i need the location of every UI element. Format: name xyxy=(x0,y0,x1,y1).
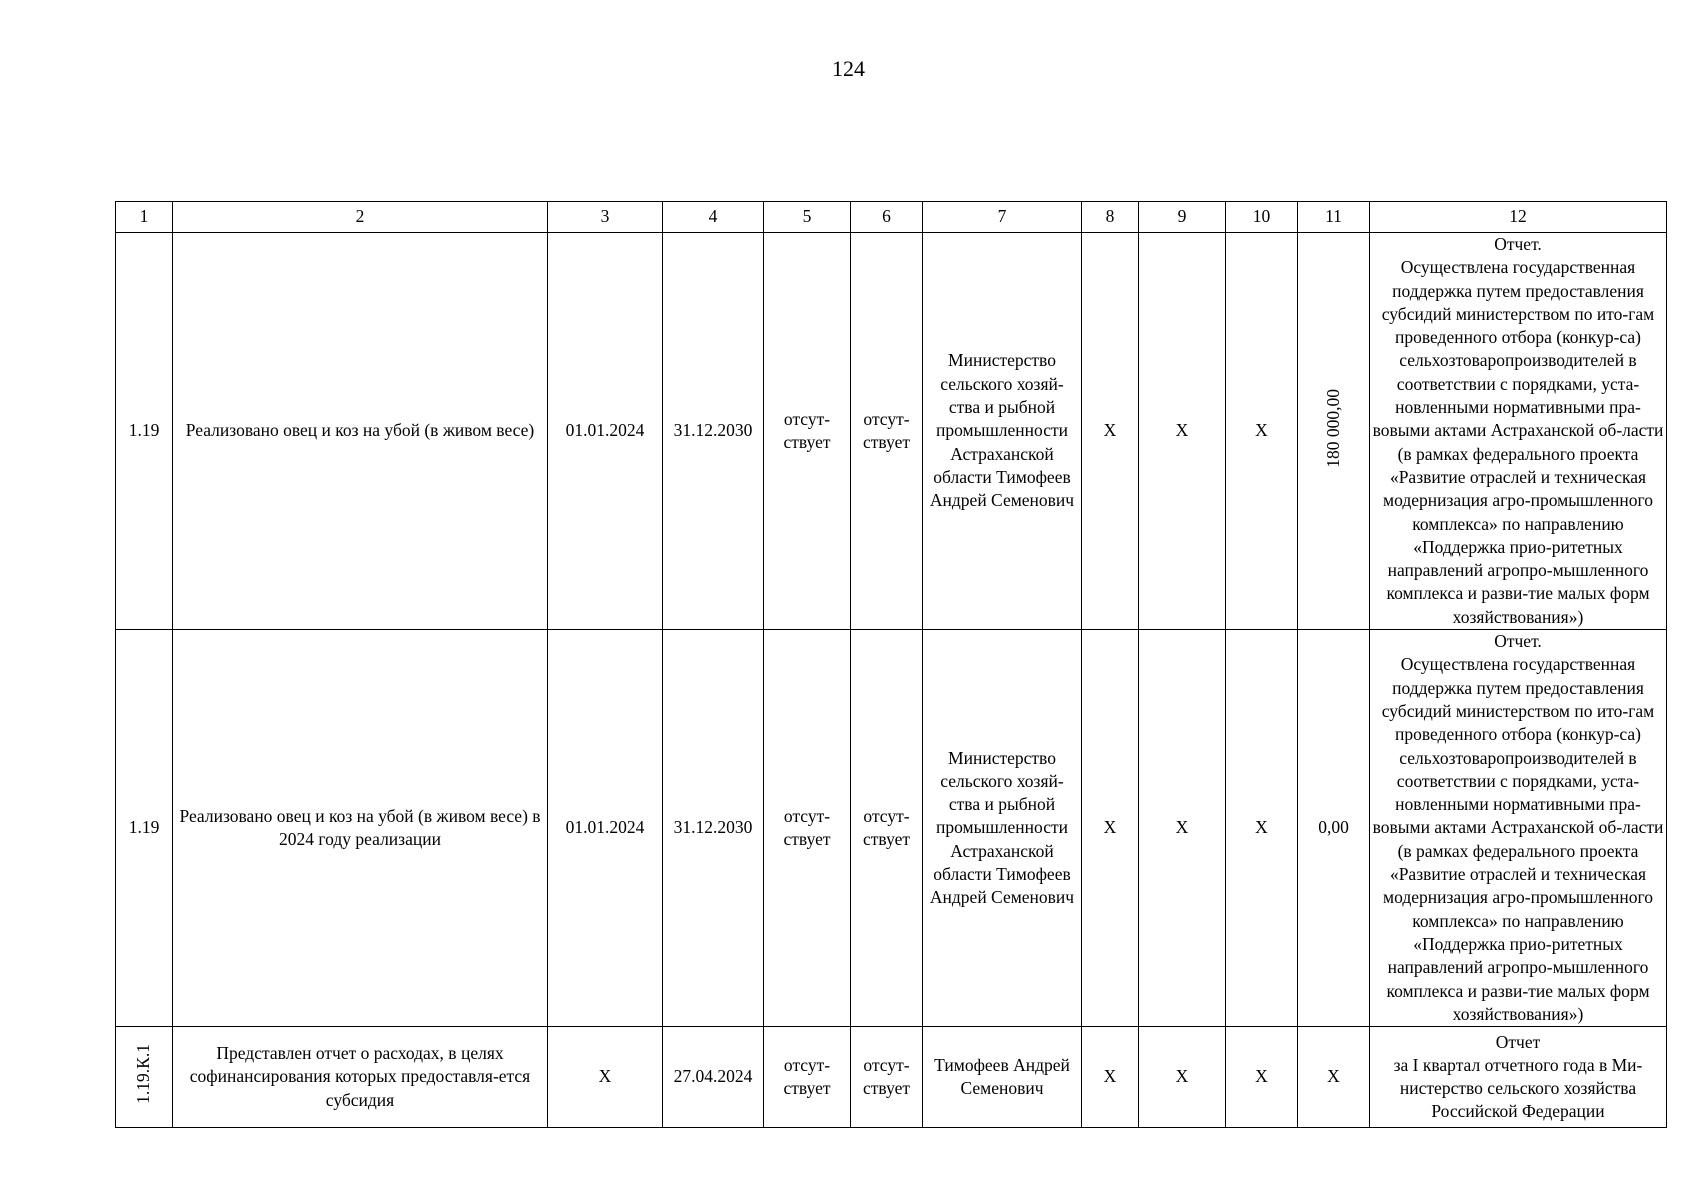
details-title: Отчет. xyxy=(1494,631,1542,652)
column-header: 8 xyxy=(1082,202,1139,233)
cell-col5: отсут-ствует xyxy=(764,630,851,1027)
cell-col9: X xyxy=(1139,1027,1226,1128)
amount-cell: X xyxy=(1298,1027,1370,1128)
column-header: 7 xyxy=(923,202,1082,233)
cell-col9: X xyxy=(1139,233,1226,630)
report-table xyxy=(115,201,1667,1128)
cell-col6: отсут-ствует xyxy=(851,1027,923,1128)
table-row xyxy=(116,233,1667,630)
end-date: 27.04.2024 xyxy=(663,1027,764,1128)
details-cell xyxy=(1370,1027,1667,1128)
column-header: 9 xyxy=(1139,202,1226,233)
row-number: 1.19 xyxy=(116,630,173,1027)
responsible-person: Министерство сельского хозяй-ства и рыбной промышленности Астраханской области Тимофеев Андрей Семенович xyxy=(923,233,1082,630)
table-row xyxy=(116,630,1667,1027)
cell-col10: X xyxy=(1226,233,1298,630)
column-header: 5 xyxy=(764,202,851,233)
column-header: 12 xyxy=(1370,202,1667,233)
cell-col9: X xyxy=(1139,630,1226,1027)
cell-col10: X xyxy=(1226,1027,1298,1128)
cell-col8: X xyxy=(1082,233,1139,630)
row-name: Реализовано овец и коз на убой (в живом весе) xyxy=(173,233,548,630)
row-number: 1.19.К.1 xyxy=(133,1044,154,1104)
details-cell xyxy=(1370,233,1667,630)
column-header: 1 xyxy=(116,202,173,233)
details-title: Отчет. xyxy=(1494,234,1542,254)
page-number: 124 xyxy=(832,56,865,81)
row-number-cell xyxy=(116,1027,173,1128)
row-number: 1.19 xyxy=(116,233,173,630)
cell-col6: отсут-ствует xyxy=(851,630,923,1027)
column-header: 4 xyxy=(663,202,764,233)
column-header: 2 xyxy=(173,202,548,233)
row-name: Реализовано овец и коз на убой (в живом весе) в 2024 году реализации xyxy=(173,630,548,1027)
details-cell xyxy=(1370,630,1667,1027)
end-date: 31.12.2030 xyxy=(663,233,764,630)
amount-value: 180 000,00 xyxy=(1322,388,1343,468)
column-header: 11 xyxy=(1298,202,1370,233)
details-text: Осуществлена государственная поддержка путем предоставления субсидий министерством по ито-гам проведенного отбора (конкур-са) сельхозтоваропроизводителей в соответствии с порядками, уста-новленными нормативными пра-вовыми актами Астраханской об-ласти (в рамках федерального проекта «Развитие отраслей и техническая модернизация агро-промышленного комплекса» по направлению «Поддержка прио-ритетных направлений агропро-мышленного комплекса и разви-тие малых форм хозяйствования») xyxy=(1372,654,1664,1024)
row-name: Представлен отчет о расходах, в целях софинансирования которых предоставля-ется субсидия xyxy=(173,1027,548,1128)
cell-col6: отсут-ствует xyxy=(851,233,923,630)
cell-col5: отсут-ствует xyxy=(764,233,851,630)
table-row xyxy=(116,1027,1667,1128)
cell-col8: X xyxy=(1082,1027,1139,1128)
cell-col5: отсут-ствует xyxy=(764,1027,851,1128)
start-date: 01.01.2024 xyxy=(548,630,663,1027)
responsible-person: Министерство сельского хозяй-ства и рыбной промышленности Астраханской области Тимофеев Андрей Семенович xyxy=(923,630,1082,1027)
responsible-person: Тимофеев Андрей Семенович xyxy=(923,1027,1082,1128)
column-header: 6 xyxy=(851,202,923,233)
end-date: 31.12.2030 xyxy=(663,630,764,1027)
details-text: за I квартал отчетного года в Ми-нистерство сельского хозяйства Российской Федерации xyxy=(1393,1054,1643,1122)
cell-col8: X xyxy=(1082,630,1139,1027)
details-title: Отчет xyxy=(1495,1031,1541,1052)
details-text: Осуществлена государственная поддержка путем предоставления субсидий министерством по ито-гам проведенного отбора (конкур-са) сельхозтоваропроизводителей в соответствии с порядками, уста-новленными нормативными пра-вовыми актами Астраханской об-ласти (в рамках федерального проекта «Развитие отраслей и техническая модернизация агро-промышленного комплекса» по направлению «Поддержка прио-ритетных направлений агропро-мышленного комплекса и разви-тие малых форм хозяйствования») xyxy=(1372,257,1664,627)
amount-cell xyxy=(1298,233,1370,630)
start-date: X xyxy=(548,1027,663,1128)
start-date: 01.01.2024 xyxy=(548,233,663,630)
column-header: 3 xyxy=(548,202,663,233)
amount-cell: 0,00 xyxy=(1298,630,1370,1027)
cell-col10: X xyxy=(1226,630,1298,1027)
table-header-row xyxy=(116,202,1667,233)
column-header: 10 xyxy=(1226,202,1298,233)
